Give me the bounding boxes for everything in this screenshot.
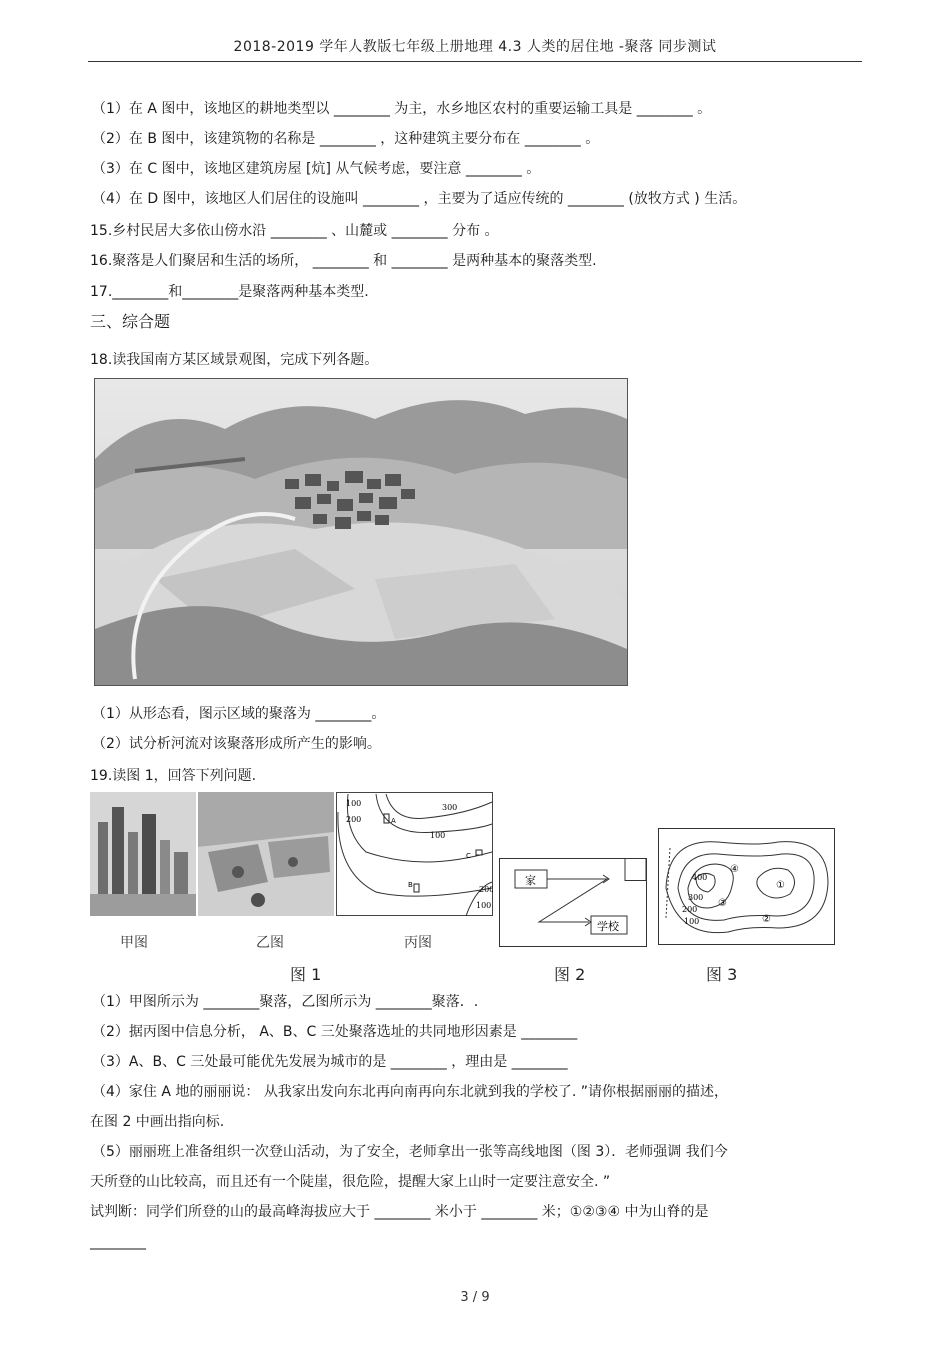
settlement-a-label: A [391, 817, 396, 825]
city-photo [90, 792, 196, 916]
q19-part5-d: ________ [90, 1234, 146, 1250]
contour-map-bing [336, 792, 493, 916]
q15: 15.乡村民居大多依山傍水沿 ________ 、山麓或 ________ 分布 。 [90, 223, 499, 239]
contour-label-200: 200 [346, 815, 362, 824]
contour-label-200b: 200 [479, 885, 493, 894]
point-1: ① [776, 880, 785, 891]
q19-part4-b: 在图 2 中画出指向标. [90, 1114, 225, 1130]
q19-part3: （3）A、B、C 三处最可能优先发展为城市的是 ________ ，理由是 ________ [92, 1054, 568, 1070]
point-3: ③ [718, 898, 727, 909]
elev-100: 100 [684, 917, 700, 926]
header-rule [88, 61, 862, 62]
caption-jia: 甲图 [120, 935, 148, 951]
contour-label-100: 100 [346, 799, 362, 808]
point-2: ② [762, 914, 771, 925]
q19-part5-c: 试判断：同学们所登的山的最高峰海拔应大于 ________ 米小于 ________ 米；①②③④ 中为山脊的是 [90, 1204, 709, 1220]
contour-map-fig3 [658, 828, 836, 946]
fig1-label: 图 1 [290, 965, 322, 984]
q19-part5-b: 天所登的山比较高，而且还有一个陡崖，很危险，提醒大家上山时一定要注意安全. ” [90, 1174, 611, 1190]
q19-part4-a: （4）家住 A 地的丽丽说： 从我家出发向东北再向南再向东北就到我的学校了. ”请你根据丽丽的描述， [92, 1084, 728, 1100]
caption-bing: 丙图 [404, 935, 432, 951]
settlement-b-label: B [408, 881, 413, 889]
page-header: 2018-2019 学年人教版七年级上册地理 4.3 人类的居住地 -聚落 同步测试 [233, 39, 717, 55]
home-label: 家 [525, 874, 536, 887]
page-number: 3 / 9 [460, 1290, 490, 1305]
q16: 16.聚落是人们聚居和生活的场所， ________ 和 ________ 是两种基本的聚落类型. [90, 253, 597, 269]
q18-part2: （2）试分析河流对该聚落形成所产生的影响。 [92, 736, 381, 752]
q14-part2: （2）在 B 图中，该建筑物的名称是 ________ ，这种建筑主要分布在 ________ 。 [92, 131, 600, 147]
q14-part4: （4）在 D 图中，该地区人们居住的设施叫 ________ ，主要为了适应传统的 ________ (放牧方式 ) 生活。 [92, 191, 747, 207]
elev-200: 200 [682, 905, 698, 914]
q14-part1: （1）在 A 图中，该地区的耕地类型以 ________ 为主，水乡地区农村的重要运输工具是 ________ 。 [92, 101, 712, 117]
route-diagram [499, 858, 647, 947]
contour-label-100b: 100 [430, 831, 446, 840]
elev-300: 300 [688, 893, 704, 902]
q19-stem: 19.读图 1，回答下列问题. [90, 768, 257, 784]
elev-400: 400 [692, 873, 708, 882]
q19-part5-a: （5）丽丽班上准备组织一次登山活动，为了安全，老师拿出一张等高线地图（图 3）．老师强调 我们今 [92, 1144, 728, 1160]
settlement-c-label: C [466, 852, 471, 860]
contour-label-300: 300 [442, 803, 458, 812]
village-photo [198, 792, 334, 916]
contour-label-100c: 100 [476, 901, 492, 910]
landscape-photo [94, 378, 628, 686]
fig2-label: 图 2 [554, 965, 586, 984]
q17: 17.________和________是聚落两种基本类型. [90, 284, 369, 300]
q18-stem: 18.读我国南方某区域景观图，完成下列各题。 [90, 352, 379, 368]
q19-part1: （1）甲图所示为 ________聚落，乙图所示为 ________聚落．. [92, 994, 479, 1010]
q18-part1: （1）从形态看，图示区域的聚落为 ________。 [92, 706, 386, 722]
school-label: 学校 [597, 920, 619, 933]
point-4: ④ [730, 864, 739, 875]
caption-yi: 乙图 [256, 935, 284, 951]
section-heading: 三、综合题 [90, 312, 171, 331]
q19-part2: （2）据丙图中信息分析， A、B、C 三处聚落选址的共同地形因素是 ________ [92, 1024, 578, 1040]
q14-part3: （3）在 C 图中，该地区建筑房屋 [炕] 从气候考虑，要注意 ________ 。 [92, 161, 541, 177]
fig3-label: 图 3 [706, 965, 738, 984]
